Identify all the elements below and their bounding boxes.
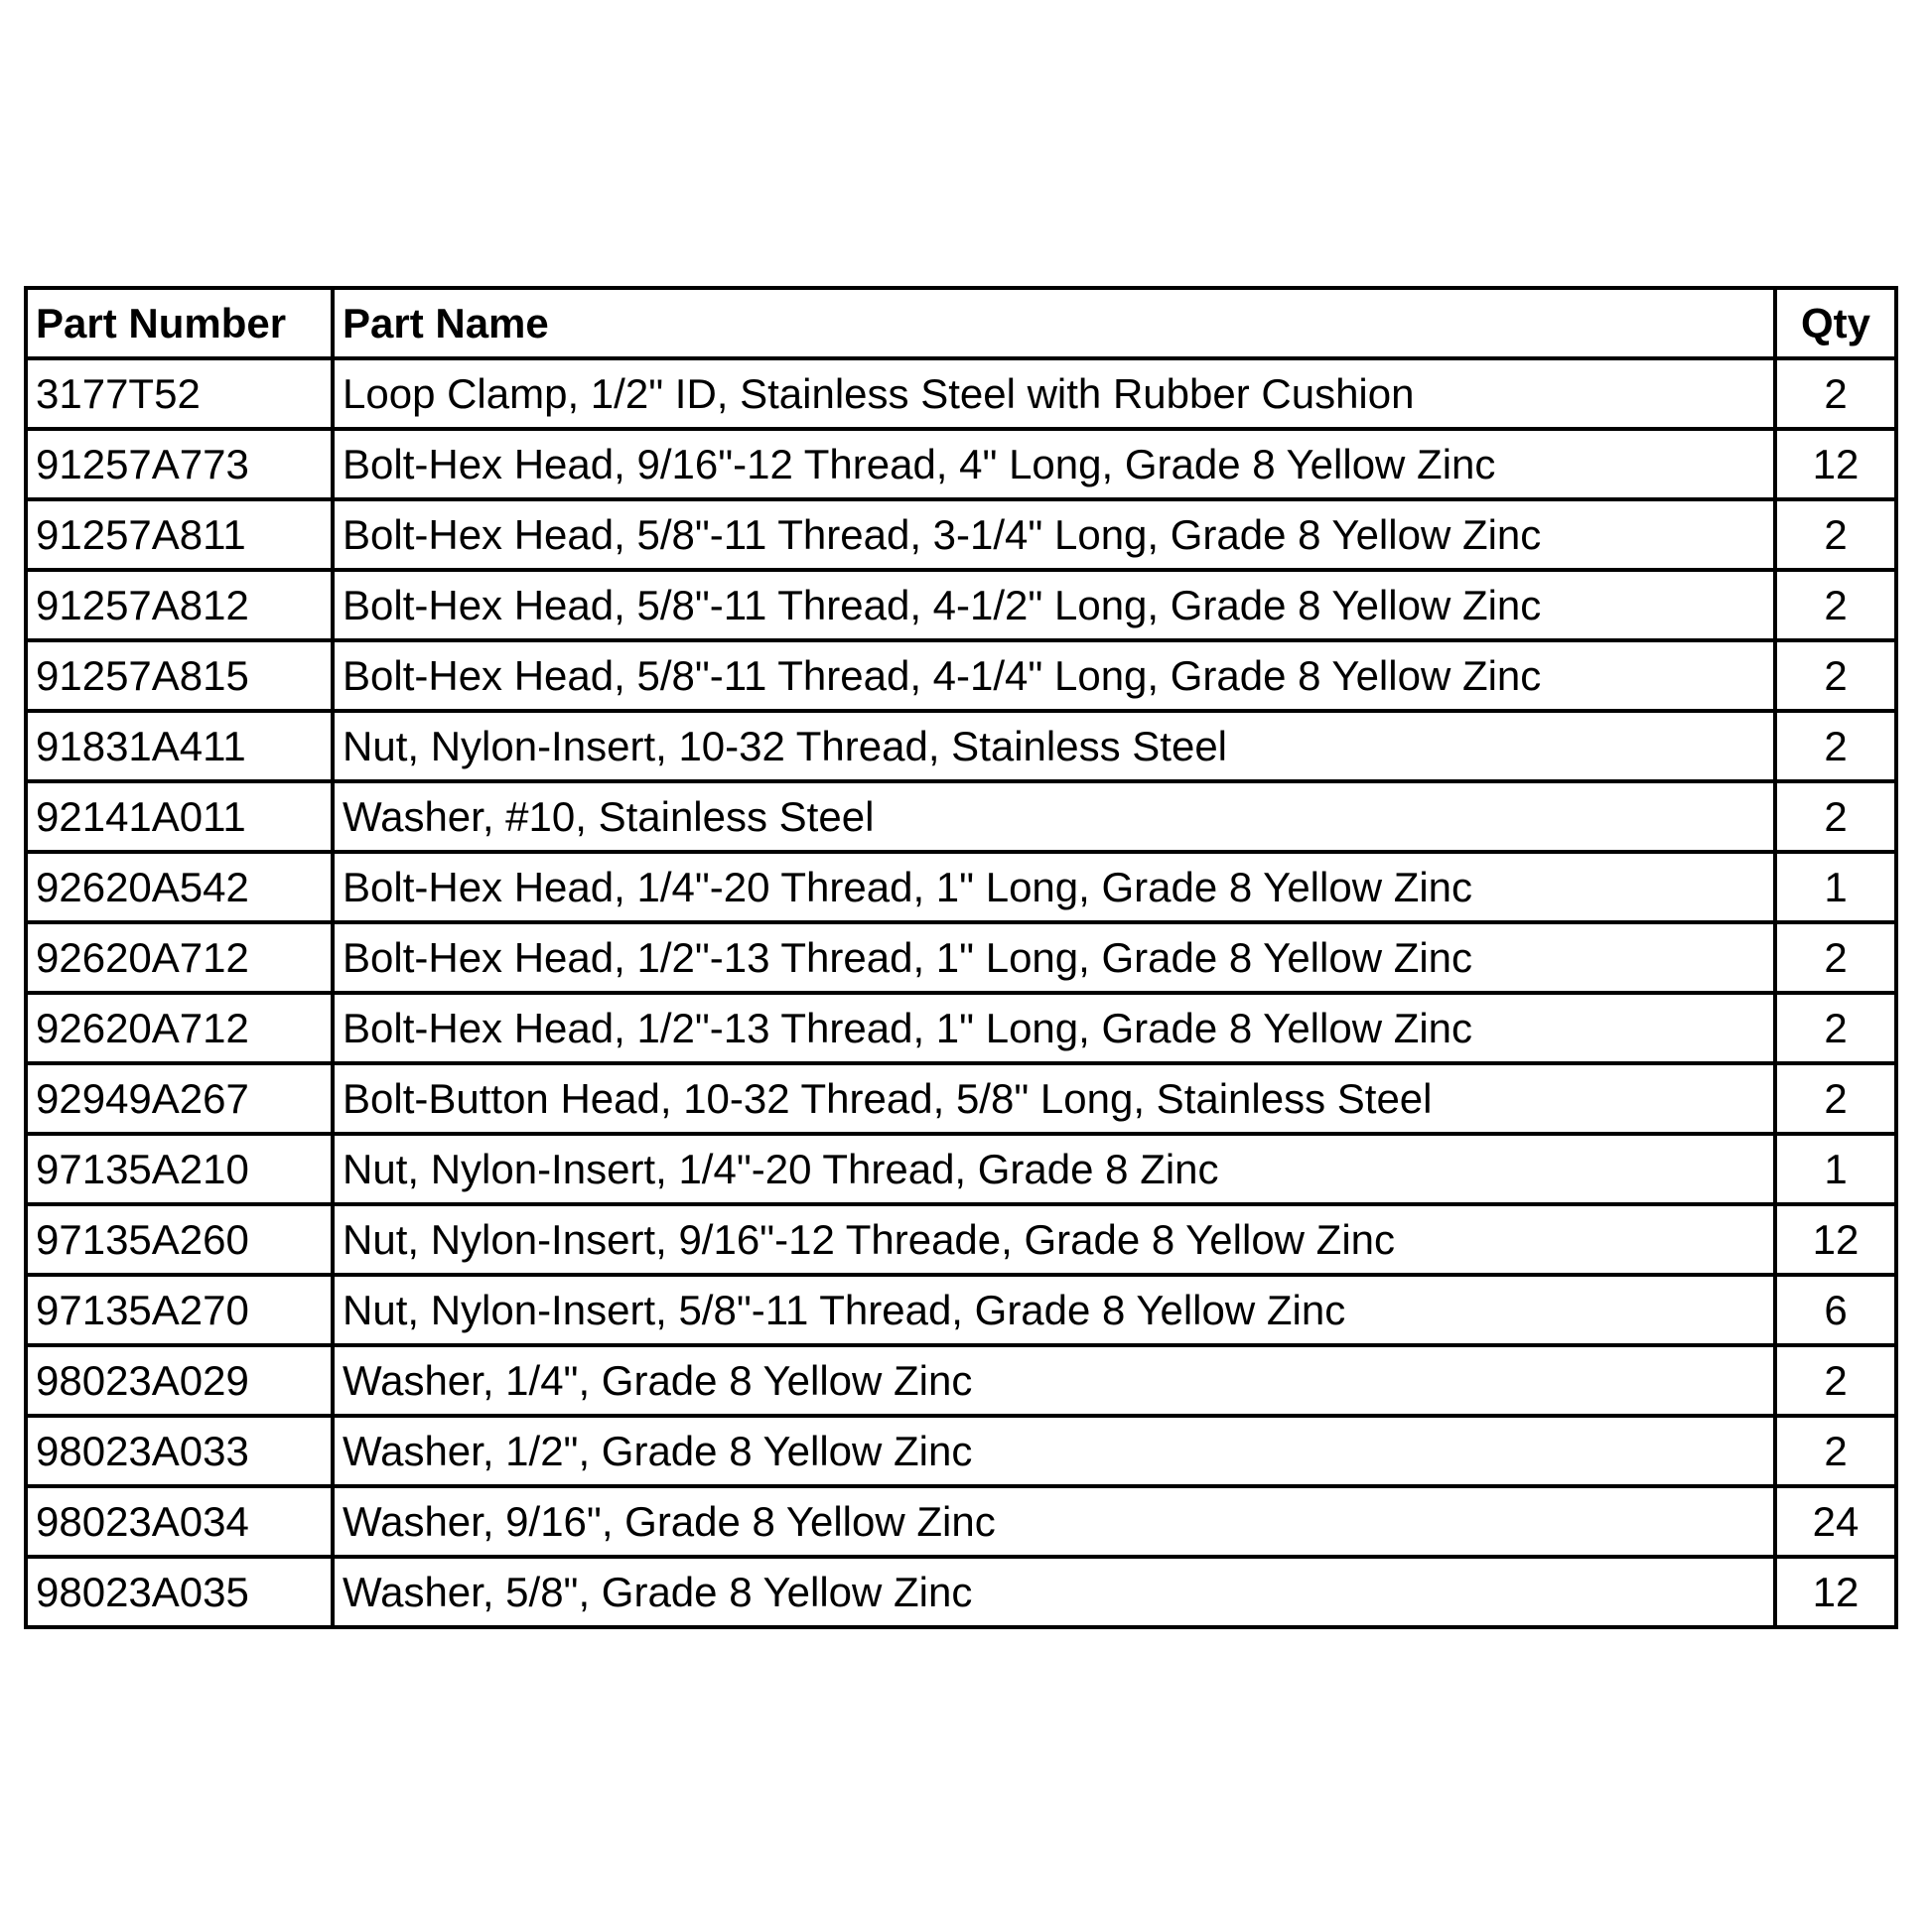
cell-part-name: Bolt-Button Head, 10-32 Thread, 5/8" Long, Stainless Steel bbox=[333, 1063, 1775, 1134]
cell-part-number: 92949A267 bbox=[26, 1063, 333, 1134]
table-row bbox=[26, 852, 1896, 922]
cell-part-number: 91257A815 bbox=[26, 640, 333, 711]
header-part-name: Part Name bbox=[333, 288, 1775, 358]
cell-part-number: 98023A035 bbox=[26, 1557, 333, 1627]
cell-qty: 2 bbox=[1775, 358, 1896, 429]
cell-part-number: 92620A542 bbox=[26, 852, 333, 922]
cell-part-number: 97135A210 bbox=[26, 1134, 333, 1204]
cell-part-name: Nut, Nylon-Insert, 1/4"-20 Thread, Grade 8 Zinc bbox=[333, 1134, 1775, 1204]
cell-part-number: 92620A712 bbox=[26, 993, 333, 1063]
cell-qty: 12 bbox=[1775, 429, 1896, 499]
cell-qty: 2 bbox=[1775, 711, 1896, 781]
cell-qty: 6 bbox=[1775, 1275, 1896, 1345]
cell-part-number: 91257A811 bbox=[26, 499, 333, 570]
cell-part-name: Bolt-Hex Head, 5/8"-11 Thread, 3-1/4" Long, Grade 8 Yellow Zinc bbox=[333, 499, 1775, 570]
table-row bbox=[26, 640, 1896, 711]
table-row bbox=[26, 1275, 1896, 1345]
table-row bbox=[26, 499, 1896, 570]
header-row bbox=[26, 288, 1896, 358]
cell-part-name: Washer, 9/16", Grade 8 Yellow Zinc bbox=[333, 1486, 1775, 1557]
cell-part-name: Nut, Nylon-Insert, 5/8"-11 Thread, Grade 8 Yellow Zinc bbox=[333, 1275, 1775, 1345]
cell-part-number: 98023A034 bbox=[26, 1486, 333, 1557]
cell-part-name: Washer, 1/4", Grade 8 Yellow Zinc bbox=[333, 1345, 1775, 1416]
cell-qty: 2 bbox=[1775, 1345, 1896, 1416]
table-row bbox=[26, 1557, 1896, 1627]
cell-part-number: 91831A411 bbox=[26, 711, 333, 781]
cell-qty: 1 bbox=[1775, 1134, 1896, 1204]
table-row bbox=[26, 1345, 1896, 1416]
table-row bbox=[26, 570, 1896, 640]
cell-qty: 2 bbox=[1775, 781, 1896, 852]
cell-part-name: Nut, Nylon-Insert, 9/16"-12 Threade, Grade 8 Yellow Zinc bbox=[333, 1204, 1775, 1275]
cell-qty: 2 bbox=[1775, 922, 1896, 993]
cell-part-number: 91257A773 bbox=[26, 429, 333, 499]
cell-part-number: 92141A011 bbox=[26, 781, 333, 852]
table-row bbox=[26, 711, 1896, 781]
cell-part-number: 98023A029 bbox=[26, 1345, 333, 1416]
table-row bbox=[26, 1134, 1896, 1204]
table-row bbox=[26, 1486, 1896, 1557]
cell-part-number: 97135A260 bbox=[26, 1204, 333, 1275]
cell-part-name: Bolt-Hex Head, 1/2"-13 Thread, 1" Long, Grade 8 Yellow Zinc bbox=[333, 993, 1775, 1063]
table-row bbox=[26, 781, 1896, 852]
header-part-number: Part Number bbox=[26, 288, 333, 358]
cell-qty: 1 bbox=[1775, 852, 1896, 922]
cell-part-number: 98023A033 bbox=[26, 1416, 333, 1486]
cell-part-name: Bolt-Hex Head, 9/16"-12 Thread, 4" Long, Grade 8 Yellow Zinc bbox=[333, 429, 1775, 499]
cell-qty: 12 bbox=[1775, 1557, 1896, 1627]
table-row bbox=[26, 922, 1896, 993]
cell-part-name: Washer, #10, Stainless Steel bbox=[333, 781, 1775, 852]
cell-part-name: Bolt-Hex Head, 5/8"-11 Thread, 4-1/2" Long, Grade 8 Yellow Zinc bbox=[333, 570, 1775, 640]
cell-qty: 2 bbox=[1775, 1063, 1896, 1134]
cell-qty: 2 bbox=[1775, 570, 1896, 640]
table-row bbox=[26, 1416, 1896, 1486]
cell-qty: 24 bbox=[1775, 1486, 1896, 1557]
cell-part-name: Washer, 5/8", Grade 8 Yellow Zinc bbox=[333, 1557, 1775, 1627]
cell-part-name: Loop Clamp, 1/2" ID, Stainless Steel with Rubber Cushion bbox=[333, 358, 1775, 429]
cell-part-name: Bolt-Hex Head, 5/8"-11 Thread, 4-1/4" Long, Grade 8 Yellow Zinc bbox=[333, 640, 1775, 711]
cell-part-number: 97135A270 bbox=[26, 1275, 333, 1345]
cell-qty: 2 bbox=[1775, 499, 1896, 570]
table-body bbox=[26, 358, 1896, 1627]
table-row bbox=[26, 993, 1896, 1063]
parts-table bbox=[24, 286, 1898, 1629]
table-row bbox=[26, 429, 1896, 499]
header-qty: Qty bbox=[1775, 288, 1896, 358]
table-row bbox=[26, 1063, 1896, 1134]
cell-part-number: 92620A712 bbox=[26, 922, 333, 993]
cell-part-name: Washer, 1/2", Grade 8 Yellow Zinc bbox=[333, 1416, 1775, 1486]
cell-qty: 12 bbox=[1775, 1204, 1896, 1275]
cell-qty: 2 bbox=[1775, 1416, 1896, 1486]
cell-part-name: Nut, Nylon-Insert, 10-32 Thread, Stainless Steel bbox=[333, 711, 1775, 781]
cell-qty: 2 bbox=[1775, 993, 1896, 1063]
cell-part-number: 3177T52 bbox=[26, 358, 333, 429]
cell-part-name: Bolt-Hex Head, 1/4"-20 Thread, 1" Long, Grade 8 Yellow Zinc bbox=[333, 852, 1775, 922]
table-row bbox=[26, 1204, 1896, 1275]
table-row bbox=[26, 358, 1896, 429]
cell-qty: 2 bbox=[1775, 640, 1896, 711]
cell-part-number: 91257A812 bbox=[26, 570, 333, 640]
cell-part-name: Bolt-Hex Head, 1/2"-13 Thread, 1" Long, Grade 8 Yellow Zinc bbox=[333, 922, 1775, 993]
